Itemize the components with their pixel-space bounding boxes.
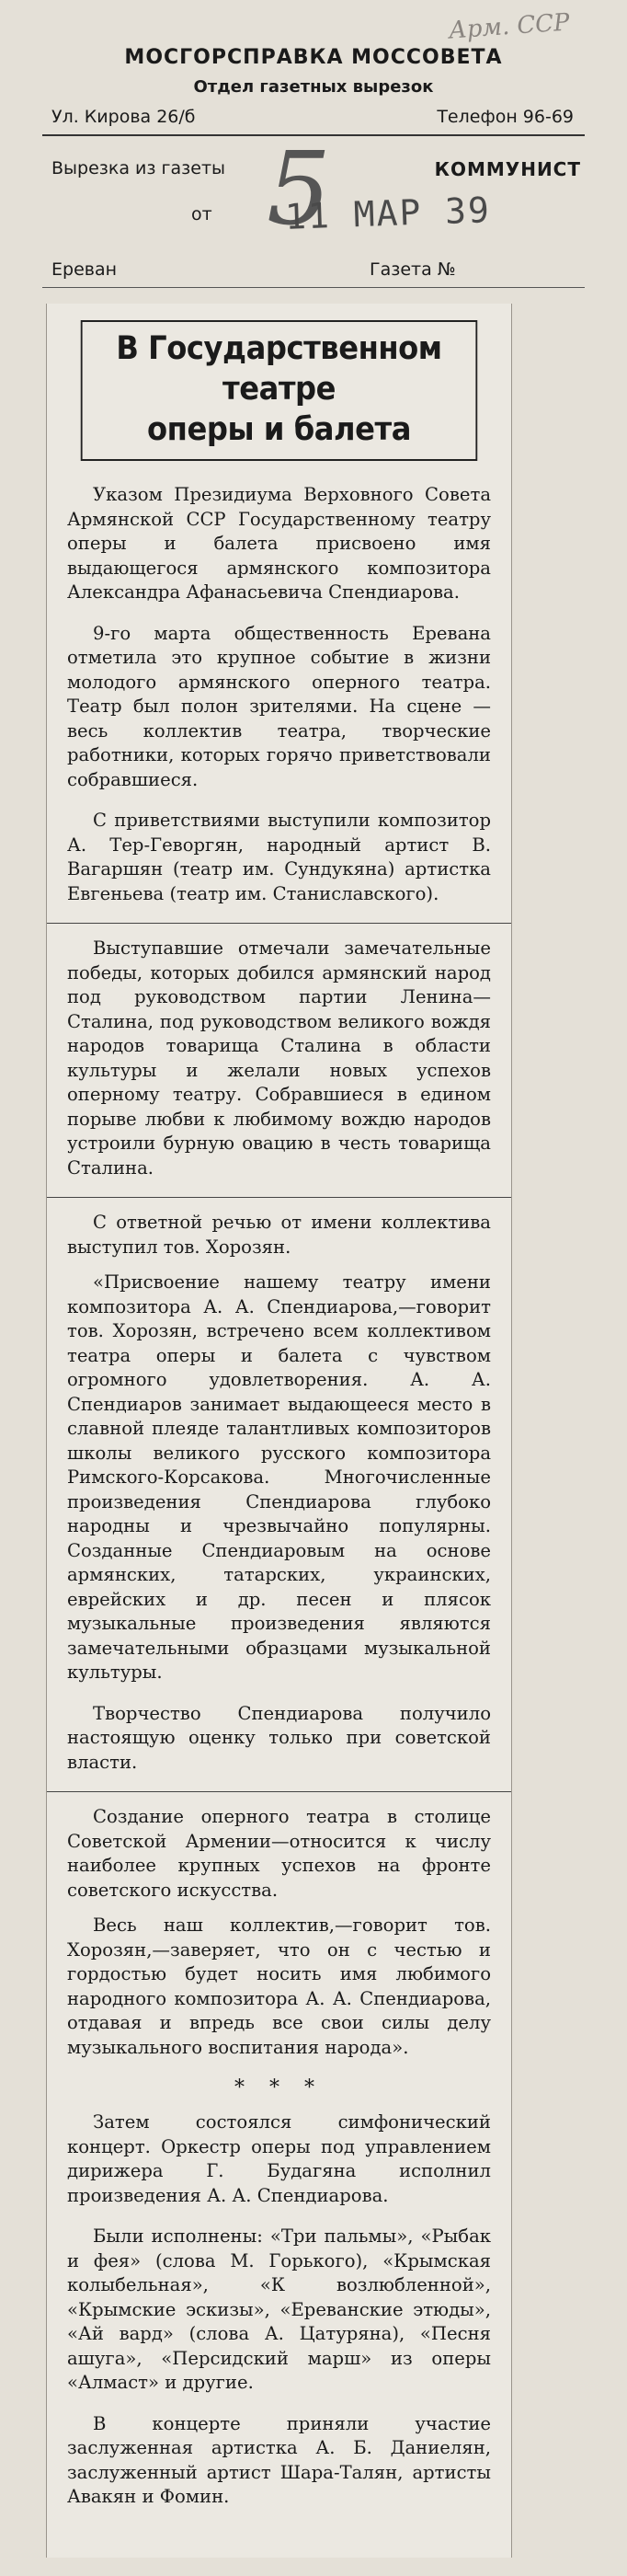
department-name: Отдел газетных вырезок xyxy=(193,77,434,97)
paragraph: Творчество Спендиарова получило настоящую оценку только при советской власти. xyxy=(67,1702,491,1773)
bureau-phone: Телефон 96-69 xyxy=(437,107,574,127)
paragraph: В концерте приняли участие заслуженная артистка А. Б. Даниелян, заслуженный артист Шара-Талян, артисты Авакян и Фомин. xyxy=(67,2412,491,2508)
article-body xyxy=(47,461,511,2510)
city-label: Ереван xyxy=(51,259,118,280)
paragraph: С ответной речью от имени коллектива выступил тов. Хорозян. xyxy=(67,1212,491,1258)
column-divider xyxy=(47,1791,511,1792)
paragraph: Затем состоялся симфонический концерт. Оркестр оперы под управлением дирижера Г. Будагяна исполнил произведения А. А. Спендиарова. xyxy=(67,2111,491,2206)
column-divider xyxy=(47,1197,511,1198)
headline-line-2: оперы и балета xyxy=(147,410,411,448)
header-divider-bottom xyxy=(42,287,585,288)
article-headline xyxy=(81,320,477,461)
column-divider xyxy=(47,923,511,924)
section-separator-stars: * * * xyxy=(234,2076,324,2100)
bureau-address: Ул. Кирова 26/б xyxy=(51,107,196,127)
paragraph: «Присвоение нашему театру имени композитора А. А. Спендиарова,—говорит тов. Хорозян, встречено всем коллективом театра оперы и балета с чувством огромного удовлетворения. А. А. Спендиаров занимает выдающееся место в славной плеяде талантливых композиторов школы великого русского композитора Римского-Корсакова. Многочисленные произведения Спендиарова глубоко народны и чрезвычайно популярны. Созданные Спендиаровым на основе армянских, татарских, украинских, еврейских и др. песен и плясок музыкальные произведения являются замечательными образцами музыкальной культуры. xyxy=(67,1271,491,1684)
newspaper-clipping xyxy=(46,304,512,2558)
paragraph: Указом Президиума Верховного Совета Армянской ССР Государственному театру оперы и балета присвоено имя выдающегося армянского композитора Александра Афанасьевича Спендиарова. xyxy=(67,484,491,604)
gazeta-number-label: Газета № xyxy=(370,259,456,280)
paragraph: Выступавшие отмечали замечательные победы, которых добился армянский народ под руководством партии Ленина—Сталина, под руководством великого вождя народов товарища Сталина в области культуры и желали новых успехов оперному театру. Собравшиеся в едином порыве любви к любимому вождю народов устроили бурную овацию в честь товарища Сталина. xyxy=(67,937,491,1179)
paragraph: Весь наш коллектив,—говорит тов. Хорозян,—заверяет, что он с честью и гордостью будет носить имя любимого народного композитора А. А. Спендиарова, отдавая и впредь все свои силы делу музыкального воспитания народа». xyxy=(67,1915,491,2058)
paragraph: Были исполнены: «Три пальмы», «Рыбак и фея» (слова М. Горького), «Крымская колыбельная», «К возлюбленной», «Крымские эскизы», «Ереванские этюды», «Ай вард» (слова А. Цатуряна), «Песня ашуга», «Персидский марш» из оперы «Алмаст» и другие. xyxy=(67,2225,491,2394)
bureau-name: МОСГОРСПРАВКА МОССОВЕТА xyxy=(124,46,503,69)
paragraph: 9-го марта общественность Еревана отметила это крупное событие в жизни молодого армянского оперного театра. Театр был полон зрителями. На сцене — весь коллектив театра, творческие работники, которых горячо приветствовали собравшиеся. xyxy=(67,622,491,790)
paragraph: С приветствиями выступили композитор А. Тер-Геворгян, народный артист В. Вагаршян (театр им. Сундукяна) артистка Евгеньева (театр им. Станиславского). xyxy=(67,810,491,904)
handwritten-corner-note: Арм. ССР xyxy=(448,8,571,45)
headline-line-1: В Государственном театре xyxy=(116,330,442,408)
date-stamp: 11 МАР 39 xyxy=(284,190,492,237)
newspaper-name: КОММУНИСТ xyxy=(434,158,581,180)
date-from-label: от xyxy=(191,204,212,224)
handwritten-number: 5 xyxy=(267,130,331,247)
source-label: Вырезка из газеты xyxy=(51,158,226,178)
paragraph: Создание оперного театра в столице Советской Армении—относится к числу наиболее крупных успехов на фронте советского искусства. xyxy=(67,1806,491,1901)
